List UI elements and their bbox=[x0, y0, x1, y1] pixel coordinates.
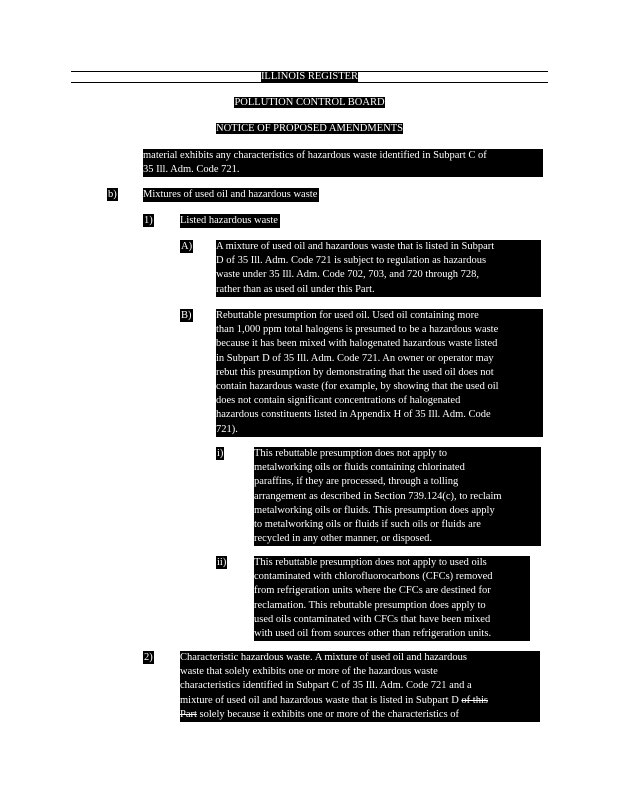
text-line: contain hazardous waste (for example, by showing that the used oil bbox=[216, 381, 499, 393]
text-line: waste under 35 Ill. Adm. Code 702, 703, and 720 through 728, bbox=[216, 269, 480, 281]
item-ii-label: ii) bbox=[217, 557, 227, 568]
text-line: does not contain significant concentrations of halogenated bbox=[216, 395, 461, 407]
text-line: metalworking oils or fluids. This presumption does apply bbox=[254, 504, 495, 516]
text-line: with used oil from sources other than refrigeration units. bbox=[254, 628, 492, 640]
item-ii-paragraph bbox=[254, 556, 530, 641]
text-line: waste that solely exhibits one or more of the hazardous waste bbox=[180, 666, 438, 678]
text-line: material exhibits any characteristics of hazardous waste identified in Subpart C of bbox=[143, 150, 487, 161]
text-line: characteristics identified in Subpart C of 35 Ill. Adm. Code 721 and a bbox=[180, 680, 472, 692]
item-2-paragraph bbox=[180, 651, 540, 722]
text-line: rebut this presumption by demonstrating that the used oil does not bbox=[216, 366, 494, 378]
board-title: POLLUTION CONTROL BOARD bbox=[234, 97, 385, 108]
text-line: contaminated with chlorofluorocarbons (CFCs) removed bbox=[254, 571, 493, 583]
text-line: because it has been mixed with halogenated hazardous waste listed bbox=[216, 338, 498, 350]
struck-text: of this bbox=[461, 694, 488, 706]
text-segment: solely because it exhibits one or more of the characteristics of bbox=[196, 708, 460, 720]
struck-text: Part bbox=[180, 708, 197, 720]
item-i-paragraph bbox=[254, 447, 541, 546]
item-A-paragraph bbox=[216, 240, 541, 297]
text-line: reclamation. This rebuttable presumption does apply to bbox=[254, 599, 486, 611]
text-line: rather than as used oil under this Part. bbox=[216, 283, 375, 295]
text-line: recycled in any other manner, or disposed. bbox=[254, 533, 433, 545]
text-line: in Subpart D of 35 Ill. Adm. Code 721. An owner or operator may bbox=[216, 352, 494, 364]
item-A-label: A) bbox=[181, 241, 193, 252]
text-line: 35 Ill. Adm. Code 721. bbox=[143, 164, 240, 176]
item-i-label: i) bbox=[217, 448, 224, 459]
section-b-heading: Mixtures of used oil and hazardous waste bbox=[143, 188, 319, 202]
section-b-label: b) bbox=[108, 189, 117, 200]
text-line: to metalworking oils or fluids if such oils or fluids are bbox=[254, 519, 481, 531]
text-line bbox=[180, 694, 540, 708]
text-line: This rebuttable presumption does not apply to used oils bbox=[254, 557, 487, 568]
text-line: This rebuttable presumption does not apply to bbox=[254, 448, 448, 459]
text-line bbox=[180, 708, 540, 722]
text-line: arrangement as described in Section 739.124(c), to reclaim bbox=[254, 490, 502, 502]
intro-paragraph bbox=[143, 149, 543, 177]
text-line: than 1,000 ppm total halogens is presumed to be a hazardous waste bbox=[216, 324, 499, 336]
item-1-heading: Listed hazardous waste bbox=[180, 214, 280, 228]
register-title: ILLINOIS REGISTER bbox=[260, 71, 359, 82]
item-B-label: B) bbox=[181, 310, 192, 321]
text-line: used oils contaminated with CFCs that have been mixed bbox=[254, 613, 491, 625]
text-line: 721). bbox=[216, 423, 238, 435]
text-line: metalworking oils or fluids containing chlorinated bbox=[254, 462, 465, 474]
text-line: Rebuttable presumption for used oil. Used oil containing more bbox=[216, 310, 479, 321]
item-1-label: 1) bbox=[144, 215, 153, 226]
notice-title: NOTICE OF PROPOSED AMENDMENTS bbox=[216, 123, 403, 134]
text-line: from refrigeration units where the CFCs are destined for bbox=[254, 585, 491, 597]
text-line: Characteristic hazardous waste. A mixture of used oil and hazardous bbox=[180, 652, 467, 663]
text-segment: mixture of used oil and hazardous waste that is listed in Subpart D bbox=[180, 694, 459, 706]
text-line: D of 35 Ill. Adm. Code 721 is subject to regulation as hazardous bbox=[216, 255, 487, 267]
header-rule-bottom bbox=[71, 82, 548, 83]
item-2-label: 2) bbox=[144, 652, 153, 663]
item-B-paragraph bbox=[216, 309, 543, 437]
text-line: hazardous constituents listed in Appendix H of 35 Ill. Adm. Code bbox=[216, 409, 491, 421]
text-line: paraffins, if they are processed, through a tolling bbox=[254, 476, 459, 488]
text-line: A mixture of used oil and hazardous waste that is listed in Subpart bbox=[216, 241, 495, 252]
